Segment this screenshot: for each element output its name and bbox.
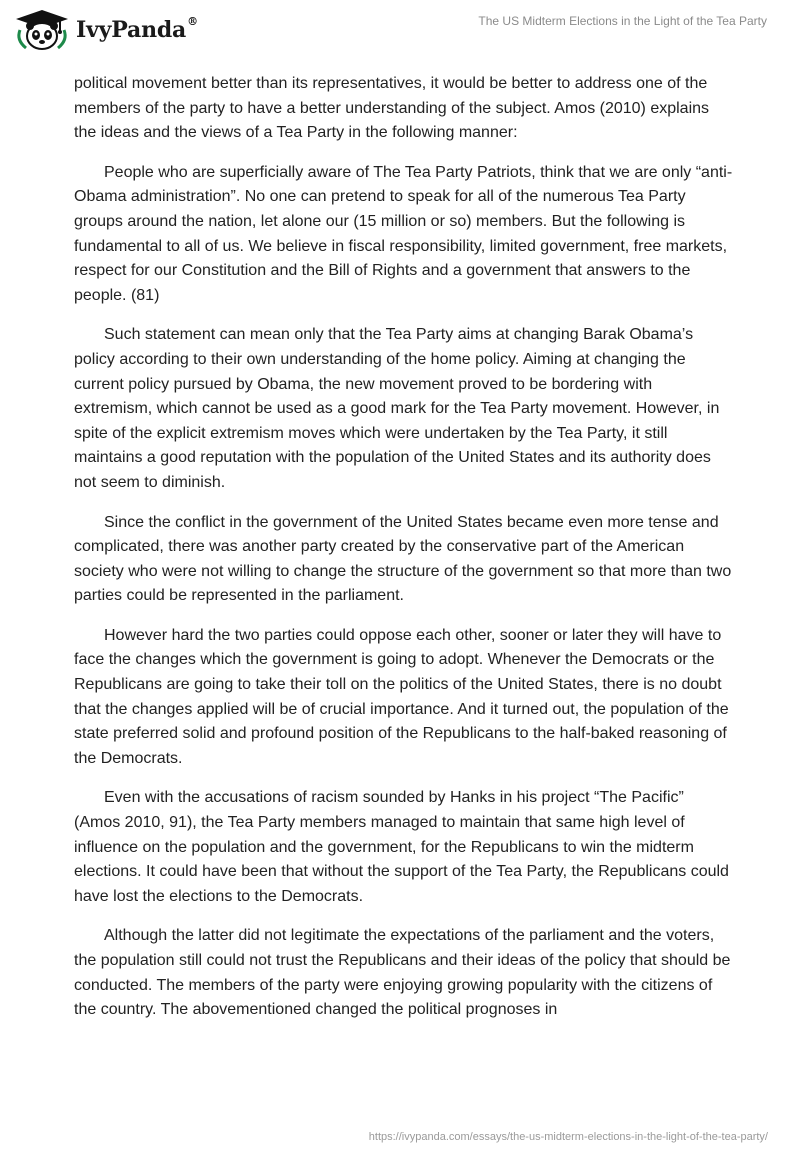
paragraph-continued: political movement better than its representatives, it would be better to address one of the members of the party to have a better understanding of the subject. Amos (2010) explains the ideas and the views of a Tea Party in the following manner: (74, 75, 710, 142)
paragraph: Since the conflict in the government of the United States became even more tense and complicated, there was another party created by the conservative part of the American society who were not willing to change the structure of the government so that more than two parties could be represented in the parliament. (74, 513, 732, 605)
source-url-link[interactable]: https://ivypanda.com/essays/the-us-midterm-elections-in-the-light-of-the-tea-party/ (368, 1131, 768, 1143)
brand-logo[interactable] (14, 8, 198, 52)
block-quote: People who are superficially aware of The Tea Party Patriots, think that we are only “anti-Obama administration”. No one can pretend to speak for all of the numerous Tea Party groups around the nation, let alone our (15 million or so) members. But the following is fundamental to all of us. We believe in fiscal responsibility, limited government, free markets, respect for our Constitution and the Bill of Rights and a government that answers to the people. (81) (74, 163, 733, 304)
paragraph: Although the latter did not legitimate the expectations of the parliament and the voters, the population still could not trust the Republicans and their ideas of the policy that should be conducted. The members of the party were enjoying growing popularity with the citizens of the country. The abovementioned changed the political prognoses in (74, 927, 731, 1019)
panda-graduate-icon (14, 8, 70, 52)
page-header (0, 0, 800, 70)
paragraph: However hard the two parties could oppose each other, sooner or later they will have to face the changes which the government is going to adopt. Whenever the Democrats or the Republicans are going to take their toll on the politics of the United States, there is no doubt that the changes applied will be of crucial importance. And it turned out, the population of the state preferred solid and profound position of the Republicans to the half-baked reasoning of the Democrats. (74, 626, 729, 767)
brand-name: IvyPanda® (76, 15, 198, 43)
essay-body (74, 72, 734, 1038)
running-title: The US Midterm Elections in the Light of the Tea Party (478, 14, 767, 28)
paragraph: Such statement can mean only that the Tea Party aims at changing Barak Obama’s policy according to their own understanding of the home policy. Aiming at changing the current policy pursued by Obama, the new movement proved to be bordering with extremism, which cannot be used as a good mark for the Tea Party movement. However, in spite of the explicit extremism moves which were undertaken by the Tea Party, it still maintains a good reputation with the population of the United States and its authority does not seem to diminish. (74, 326, 720, 491)
paragraph: Even with the accusations of racism sounded by Hanks in his project “The Pacific” (Amos 2010, 91), the Tea Party members managed to maintain that same high level of influence on the population and the government, for the Republicans to win the midterm elections. It could have been that without the support of the Tea Party, the Republicans could have lost the elections to the Democrats. (74, 789, 729, 905)
